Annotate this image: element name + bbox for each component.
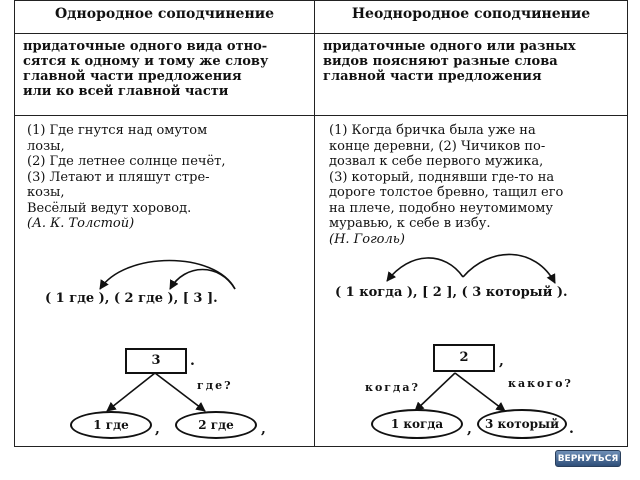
- tree-end-punct-right: .: [569, 421, 574, 437]
- example-line: на плече, подобно неутомимому: [329, 200, 553, 216]
- tree-arrow-right-2: [455, 373, 505, 411]
- tree-node-left-2: 2 где: [175, 411, 257, 439]
- tree-main-clause-left: 3: [125, 348, 187, 374]
- tree-main-punct-right: ,: [499, 353, 504, 369]
- tree-node-left-1: 1 где: [70, 411, 152, 439]
- example-author: (Н. Гоголь): [329, 231, 405, 247]
- tree-question-right-2: какого?: [508, 377, 573, 390]
- comparison-table: [14, 0, 628, 447]
- arrow-3-to-1: [100, 261, 235, 290]
- arrow-3-to-2: [170, 270, 235, 290]
- example-line: (3) Летают и пляшут стре-: [27, 169, 210, 185]
- example-line: (2) Где летнее солнце печёт,: [27, 154, 226, 169]
- example-line: дозвал к себе первого мужика,: [329, 154, 544, 169]
- header-homogeneous: Однородное соподчинение: [54, 6, 275, 22]
- tree-main-punct-left: .: [190, 353, 195, 369]
- scheme-homogeneous: ( 1 где ), ( 2 где ), [ 3 ].: [45, 291, 218, 306]
- tree-comma-left-1: ,: [155, 421, 160, 437]
- back-button[interactable]: ВЕРНУТЬСЯ: [555, 450, 621, 467]
- example-line: дороге толстое бревно, тащил его: [329, 185, 564, 200]
- tree-question-left: где?: [197, 379, 233, 392]
- definition-line: сятся к одному и тому же слову: [23, 54, 269, 69]
- example-author: (А. К. Толстой): [27, 216, 135, 231]
- header-heterogeneous: Неоднородное соподчинение: [351, 6, 591, 22]
- tree-arrow-right-1: [415, 373, 455, 411]
- definition-line: или ко всей главной части: [23, 84, 229, 99]
- example-line: козы,: [27, 185, 65, 200]
- example-line: (1) Когда бричка была уже на: [329, 123, 536, 138]
- scheme-heterogeneous: ( 1 когда ), [ 2 ], ( 3 который ).: [335, 285, 568, 300]
- example-line: (3) который, поднявши где-то на: [329, 169, 555, 185]
- definition-line: придаточные одного или разных: [323, 39, 576, 54]
- tree-question-right-1: когда?: [365, 381, 420, 394]
- definition-line: придаточные одного вида отно-: [23, 39, 268, 54]
- tree-node-right-2: 3 который: [477, 409, 567, 439]
- arrow-2-to-1: [387, 258, 463, 281]
- definition-line: главной части предложения: [23, 69, 242, 84]
- example-line: Весёлый ведут хоровод.: [27, 200, 192, 216]
- arrow-2-to-3: [463, 254, 555, 283]
- tree-main-clause-right: 2: [433, 344, 495, 372]
- example-line: лозы,: [27, 138, 65, 154]
- example-line: конце деревни, (2) Чичиков по-: [329, 138, 546, 154]
- example-line: (1) Где гнутся над омутом: [27, 123, 208, 138]
- tree-comma-right-1: ,: [467, 421, 472, 437]
- example-line: муравью, к себе в избу.: [329, 216, 491, 231]
- tree-node-right-1: 1 когда: [371, 409, 463, 439]
- definition-line: видов поясняют разные слова: [323, 54, 558, 69]
- tree-comma-left-2: ,: [261, 421, 266, 437]
- definition-line: главной части предложения: [323, 69, 542, 84]
- tree-arrow-left-1: [107, 373, 155, 411]
